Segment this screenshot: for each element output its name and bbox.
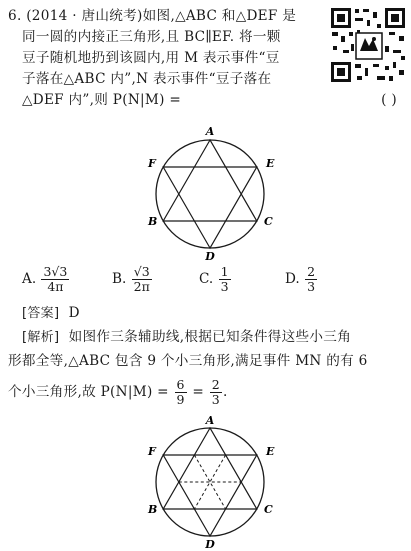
circle-2 [156, 428, 264, 536]
answer-tag: [答案] [22, 306, 60, 321]
question-line-5 [22, 90, 397, 110]
question-line-4: 子落在△ABC 内”,N 表示事件“豆子落在 [22, 71, 272, 87]
question-text-1: 如图,△ABC 和△DEF 是 [142, 8, 297, 24]
analysis-fraction-2: $\frac{2}{3}$ [211, 377, 220, 407]
answer-value: D [68, 305, 80, 321]
question-text-5: △DEF 内”,则 P(N|M) = [22, 92, 182, 108]
option-b-letter: B. [112, 271, 127, 287]
option-d[interactable] [285, 265, 318, 294]
question-source: (2014 · 唐山统考) [26, 8, 143, 24]
label-a: A [205, 125, 215, 138]
label-f-2: F [148, 445, 156, 458]
answer-line [22, 303, 80, 324]
option-a[interactable] [22, 265, 70, 294]
question-line-3: 豆子随机地扔到该圆内,用 M 表示事件“豆 [22, 50, 280, 66]
label-f: F [148, 157, 156, 170]
circle [156, 140, 264, 248]
label-e: E [266, 157, 275, 170]
analysis-equals: = [192, 384, 205, 400]
option-b[interactable] [112, 265, 153, 294]
option-d-letter: D. [285, 271, 300, 287]
option-c-fraction: $\frac{1}{3}$ [220, 264, 229, 294]
triangle-abc [163, 140, 257, 221]
analysis-text-3: 个小三角形,故 P(N|M) = [8, 384, 169, 400]
answer-blank: ( ) [381, 92, 397, 108]
label-a-2: A [205, 414, 215, 427]
option-a-letter: A. [22, 271, 37, 287]
label-b: B [148, 215, 158, 228]
hexagram-figure-with-auxiliary-lines [140, 414, 280, 551]
label-d-2: D [205, 538, 215, 551]
hexagram-figure [140, 124, 280, 264]
label-d: D [205, 250, 215, 263]
option-d-fraction: $\frac{2}{3}$ [307, 264, 316, 294]
analysis-tag: [解析] [22, 330, 60, 345]
analysis-text-1: 如图作三条辅助线,根据已知条件得这些小三角 [68, 329, 352, 345]
auxiliary-lines [179, 455, 241, 509]
analysis-line-2: 形都全等,△ABC 包含 9 个小三角形,满足事件 MN 的有 6 [8, 353, 368, 369]
triangle-def [163, 167, 257, 248]
analysis-fraction-1: $\frac{6}{9}$ [176, 377, 185, 407]
label-b-2: B [148, 503, 158, 516]
analysis-line-3 [8, 378, 228, 407]
label-c-2: C [264, 503, 273, 516]
triangle-abc-2 [163, 428, 257, 509]
option-a-fraction: $\frac{3√3}{4\pi}$ [43, 264, 68, 294]
label-c: C [264, 215, 273, 228]
triangle-def-2 [163, 455, 257, 536]
option-b-fraction: $\frac{√3}{2\pi}$ [133, 264, 150, 294]
qr-code [329, 6, 407, 84]
option-c[interactable] [199, 265, 232, 294]
option-c-letter: C. [199, 271, 214, 287]
question-line-2: 同一圆的内接正三角形,且 BC∥EF. 将一颗 [22, 29, 281, 45]
question-number: 6. [8, 8, 22, 24]
analysis-line-1 [22, 327, 351, 348]
label-e-2: E [266, 445, 275, 458]
analysis-period: . [222, 384, 228, 400]
question-line-1 [8, 6, 296, 26]
